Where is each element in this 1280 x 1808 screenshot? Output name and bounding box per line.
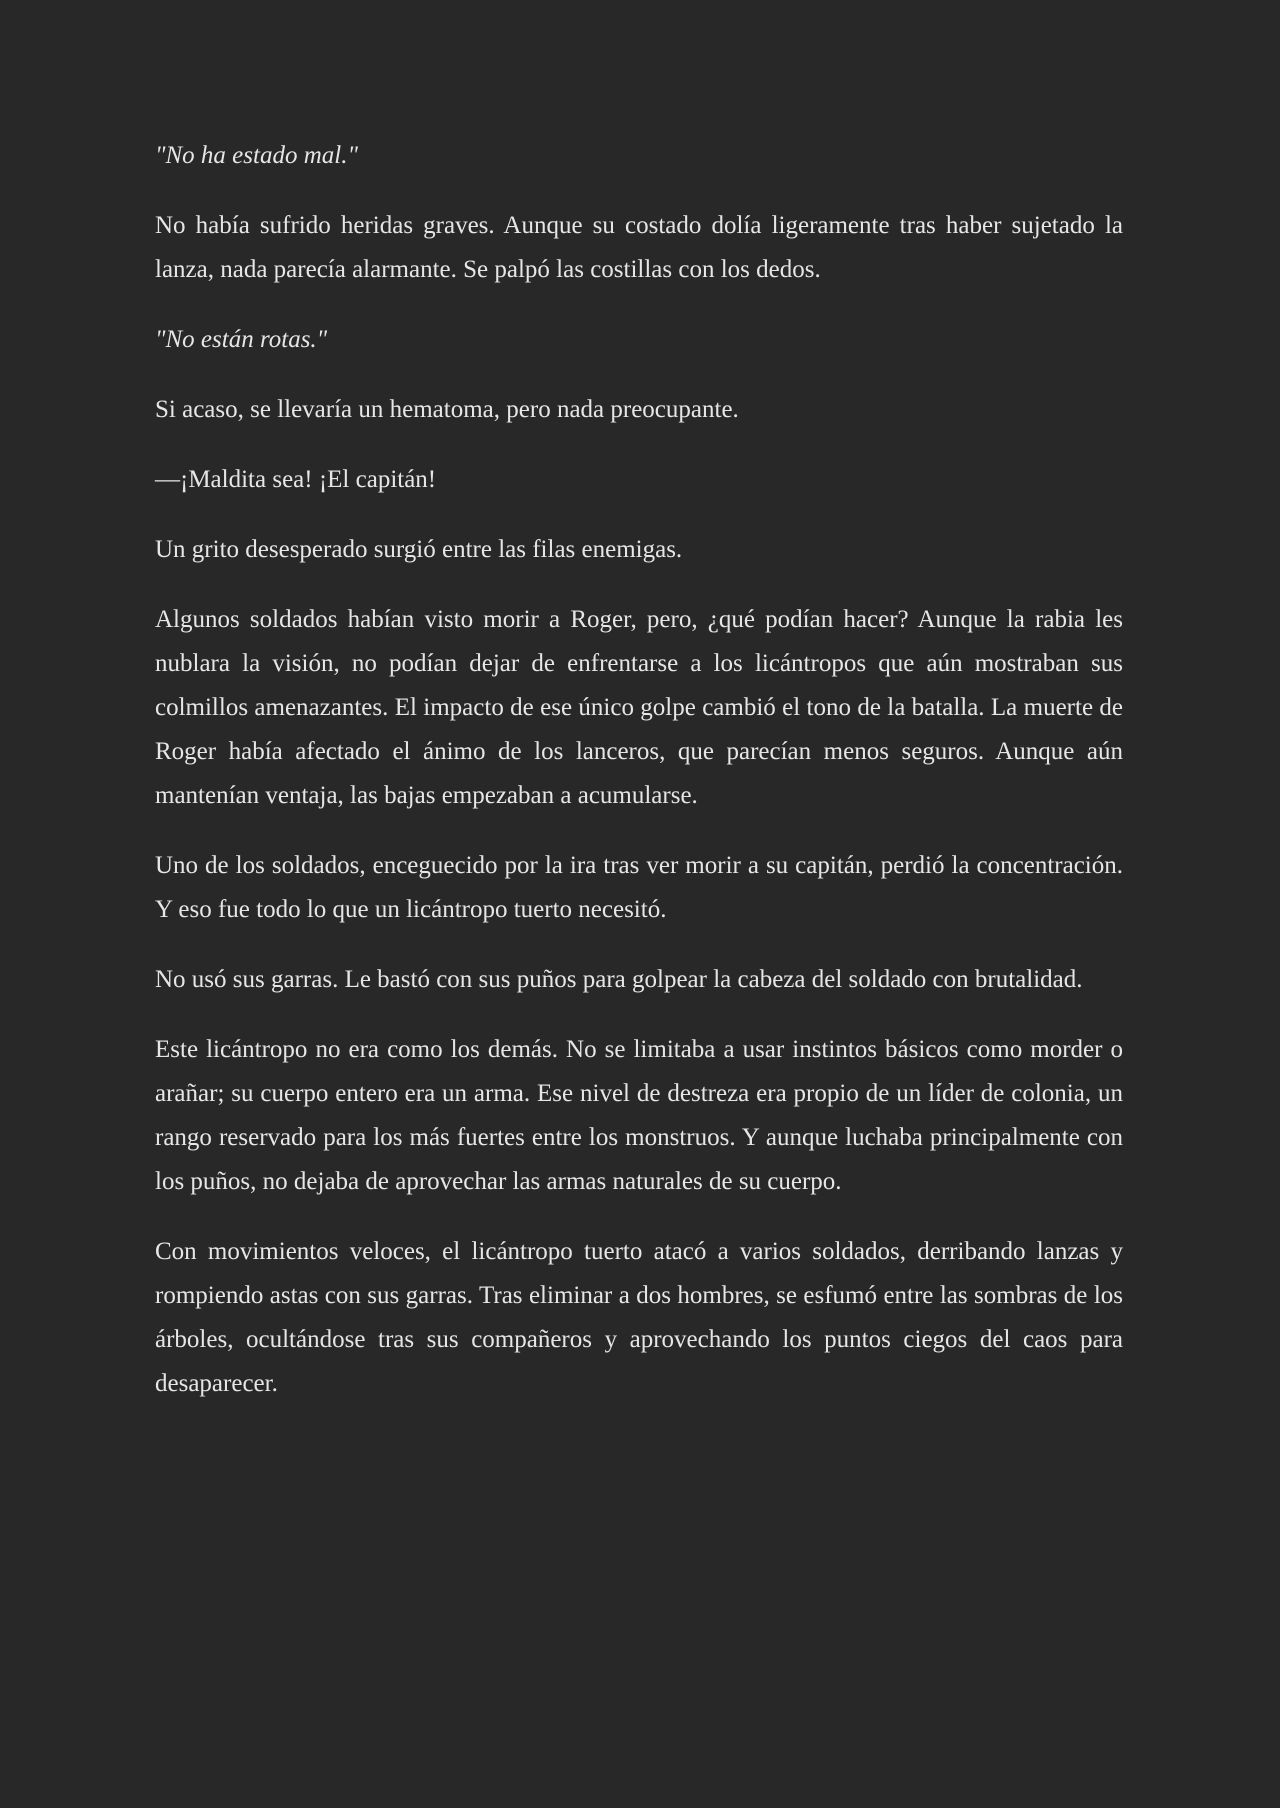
paragraph: Uno de los soldados, enceguecido por la ira tras ver morir a su capitán, perdió la concentración. Y eso fue todo lo que un licántropo tuerto necesitó. [155, 852, 1123, 923]
paragraph: Si acaso, se llevaría un hematoma, pero nada preocupante. [155, 396, 739, 423]
paragraph: Con movimientos veloces, el licántropo tuerto atacó a varios soldados, derribando lanzas y rompiendo astas con sus garras. Tras eliminar a dos hombres, se esfumó entre las sombras de los árboles, ocultándose tras sus compañeros y aprovechando los puntos ciegos del caos para desaparecer. [155, 1238, 1123, 1397]
paragraph-dialogue: —¡Maldita sea! ¡El capitán! [155, 466, 437, 493]
paragraph-thought: "No ha estado mal." [155, 142, 358, 169]
paragraph: No usó sus garras. Le bastó con sus puños para golpear la cabeza del soldado con brutalidad. [155, 966, 1083, 993]
paragraph: Un grito desesperado surgió entre las filas enemigas. [155, 536, 683, 563]
paragraph: Este licántropo no era como los demás. No se limitaba a usar instintos básicos como morder o arañar; su cuerpo entero era un arma. Ese nivel de destreza era propio de un líder de colonia, un rango reservado para los más fuertes entre los monstruos. Y aunque luchaba principalmente con los puños, no dejaba de aprovechar las armas naturales de su cuerpo. [155, 1036, 1123, 1195]
paragraph: No había sufrido heridas graves. Aunque su costado dolía ligeramente tras haber sujetado la lanza, nada parecía alarmante. Se palpó las costillas con los dedos. [155, 212, 1123, 283]
paragraph: Algunos soldados habían visto morir a Roger, pero, ¿qué podían hacer? Aunque la rabia les nublara la visión, no podían dejar de enfrentarse a los licántropos que aún mostraban sus colmillos amenazantes. El impacto de ese único golpe cambió el tono de la batalla. La muerte de Roger había afectado el ánimo de los lanceros, que parecían menos seguros. Aunque aún mantenían ventaja, las bajas empezaban a acumularse. [155, 606, 1123, 809]
paragraph-thought: "No están rotas." [155, 326, 328, 353]
reader-text-body [155, 134, 1123, 1432]
